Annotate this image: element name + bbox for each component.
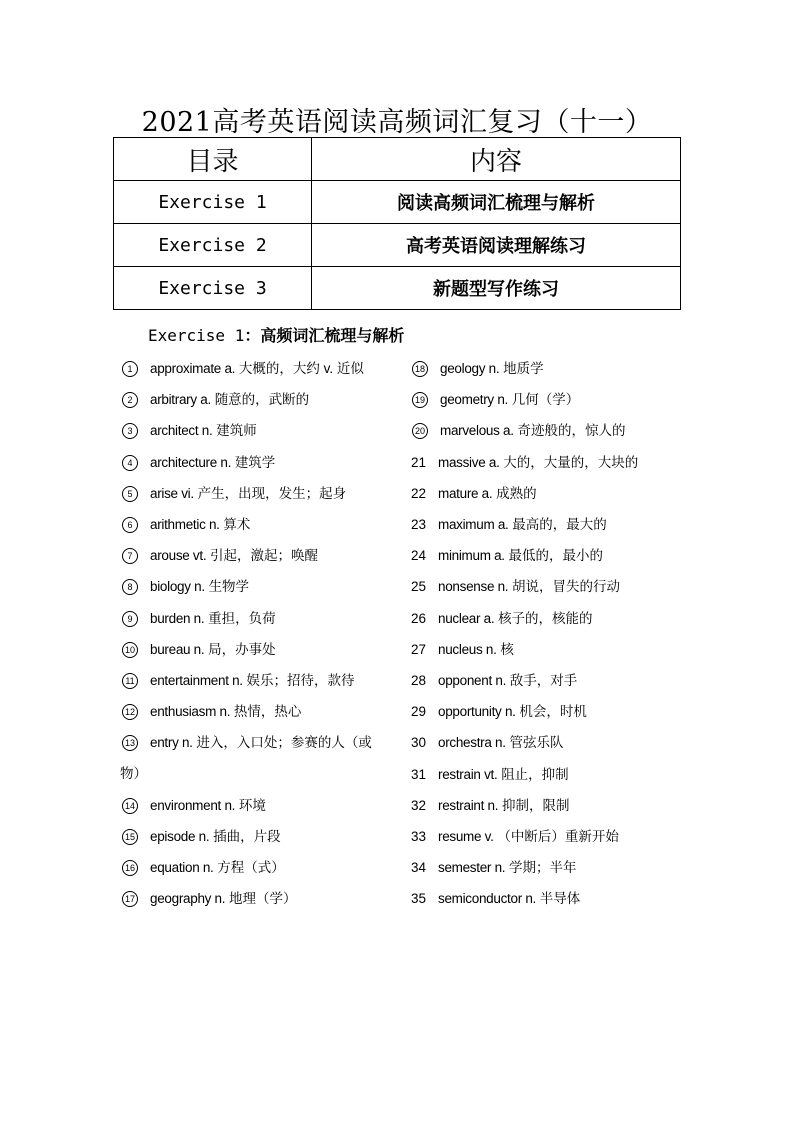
section-heading (148, 323, 404, 346)
item-definition: 大的，大量的，大块的 (503, 454, 639, 470)
vocab-item (411, 451, 638, 471)
vocab-item (121, 731, 372, 751)
item-number: 32 (411, 797, 427, 813)
item-word: environment n. (150, 797, 236, 813)
vocab-item (121, 825, 281, 845)
item-word: burden n. (150, 610, 205, 626)
table-row (114, 181, 681, 224)
item-definition: 引起，激起；唤醒 (210, 548, 319, 564)
item-number: 9 (122, 611, 138, 627)
item-number: 23 (411, 517, 427, 532)
item-definition: 建筑学 (234, 454, 276, 470)
vocab-item (411, 763, 569, 783)
vocab-item (411, 607, 593, 627)
vocab-item (411, 700, 587, 720)
item-number: 22 (411, 485, 427, 501)
item-definition: 核子的，核能的 (498, 610, 593, 626)
item-word: semiconductor n. (438, 891, 536, 907)
item-word: architect n. (150, 423, 213, 439)
item-word: arbitrary a. (150, 392, 211, 408)
item-definition: 方程（式） (217, 860, 285, 876)
vocab-item (121, 482, 346, 502)
vocab-item (121, 607, 276, 627)
item-number: 27 (411, 641, 427, 657)
vocab-item (121, 513, 250, 533)
vocab-item (411, 575, 620, 595)
item-word: minimum a. (438, 548, 505, 564)
item-word: resume v. (438, 829, 494, 844)
item-number: 20 (412, 423, 428, 439)
vocab-item (411, 482, 537, 502)
item-number: 12 (122, 704, 138, 720)
item-definition: 半导体 (539, 891, 581, 907)
item-number: 24 (411, 548, 427, 564)
table-row (114, 224, 681, 267)
item-word: semester n. (438, 860, 506, 876)
item-definition: 地质学 (503, 361, 544, 376)
item-number: 21 (411, 454, 427, 470)
item-number: 18 (412, 361, 428, 377)
item-definition: 产生，出现，发生；起身 (197, 485, 347, 501)
item-definition: 几何（学） (511, 392, 580, 408)
item-word: entry n. (150, 735, 193, 751)
item-word: orchestra n. (438, 735, 506, 751)
item-word: geology n. (440, 361, 500, 376)
vocab-item (411, 638, 514, 658)
item-definition: 热情，热心 (233, 704, 302, 720)
item-word: opportunity n. (438, 704, 516, 720)
item-number: 35 (411, 891, 427, 907)
item-number: 5 (122, 486, 138, 502)
item-definition: 阻止，抑制 (501, 766, 569, 782)
item-definition: 地理（学） (228, 891, 297, 907)
vocab-item (121, 388, 309, 408)
vocab-item (411, 887, 580, 907)
item-definition: 重担，负荷 (208, 610, 276, 626)
item-number: 25 (411, 579, 427, 595)
item-definition: 局，办事处 (208, 641, 276, 657)
item-definition: 管弦乐队 (509, 735, 564, 751)
item-definition: 机会，时机 (519, 704, 587, 720)
item-word: nonsense n. (438, 579, 509, 595)
item-definition: 最低的，最小的 (508, 548, 604, 564)
item-word: nucleus n. (438, 641, 497, 657)
vocab-item (121, 794, 266, 814)
item-definition: 建筑师 (216, 423, 257, 439)
vocab-item (411, 731, 563, 751)
item-word: restrain vt. (438, 766, 498, 782)
item-number: 7 (122, 548, 138, 564)
item-word: geography n. (150, 891, 226, 907)
item-definition: 最高的，最大的 (512, 517, 607, 532)
item-word: massive a. (438, 454, 500, 470)
vocab-item (121, 544, 318, 564)
item-number: 11 (122, 673, 138, 689)
item-definition: 成熟的 (496, 485, 537, 501)
vocab-item (121, 638, 276, 658)
exercise-cell: Exercise 1 (114, 181, 312, 224)
vocab-item (121, 700, 301, 720)
item-definition: 抑制，限制 (501, 797, 570, 813)
vocab-item (121, 887, 296, 907)
item-number: 17 (122, 891, 138, 907)
item-definition: 生物学 (208, 579, 250, 595)
vocab-item (411, 419, 625, 439)
item-number: 34 (411, 860, 427, 876)
item-word: arouse vt. (150, 548, 207, 564)
item-number: 30 (411, 735, 427, 751)
item-definition: 核 (500, 641, 514, 657)
section-separator: ： (244, 326, 261, 345)
item-definition: 环境 (238, 797, 266, 813)
item-word: mature a. (438, 485, 493, 501)
item-definition: 娱乐；招待，款待 (246, 673, 355, 688)
vocab-item (411, 825, 619, 845)
contents-table-header (114, 138, 681, 181)
item-word: geometry n. (440, 392, 508, 408)
vocab-item (121, 357, 364, 377)
vocab-item (411, 513, 607, 533)
vocab-item (121, 419, 257, 439)
item-number: 33 (411, 829, 427, 844)
item-word: bureau n. (150, 641, 205, 657)
item-number: 2 (122, 392, 138, 408)
content-cell: 阅读高频词汇梳理与解析 (312, 181, 681, 224)
exercise-cell: Exercise 3 (114, 267, 312, 310)
item-word: episode n. (150, 829, 210, 844)
item-word: architecture n. (150, 454, 232, 470)
item-word: enthusiasm n. (150, 704, 231, 720)
item-number: 15 (122, 829, 138, 845)
item-word: maximum a. (438, 517, 509, 532)
item-word: equation n. (150, 860, 214, 876)
vocab-item (121, 856, 285, 876)
exercise-cell: Exercise 2 (114, 224, 312, 267)
item-number: 10 (122, 642, 138, 658)
item-word: opponent n. (438, 673, 507, 688)
item-number: 8 (122, 579, 138, 595)
item-number: 31 (411, 766, 427, 782)
page-title: 2021高考英语阅读高频词汇复习（十一） (141, 107, 653, 138)
vocab-item (121, 451, 275, 471)
item-word: arithmetic n. (150, 517, 220, 532)
vocab-item (411, 669, 577, 689)
table-row (114, 267, 681, 310)
section-exercise: Exercise 1 (148, 326, 245, 345)
item-word: biology n. (150, 579, 205, 595)
item-definition: 奇迹般的，惊人的 (517, 423, 626, 439)
content-cell: 高考英语阅读理解练习 (312, 224, 681, 267)
section-name: 高频词汇梳理与解析 (260, 326, 405, 345)
item-number: 14 (122, 798, 138, 814)
item-number: 13 (122, 735, 138, 751)
item-definition: 算术 (223, 517, 251, 532)
item-definition: 随意的，武断的 (214, 392, 310, 408)
header-content: 内容 (312, 138, 681, 181)
vocab-item (411, 856, 577, 876)
item-word: entertainment n. (150, 673, 243, 688)
item-number: 4 (122, 455, 138, 471)
item-definition: （中断后）重新开始 (497, 829, 619, 844)
vocab-item (121, 669, 355, 689)
item-definition: 胡说，冒失的行动 (512, 579, 621, 595)
item-number: 19 (412, 392, 428, 408)
header-catalog: 目录 (114, 138, 312, 181)
item-definition: 敌手，对手 (509, 673, 578, 688)
item-word: restraint n. (438, 797, 499, 813)
item-definition: 学期；半年 (509, 860, 577, 876)
vocab-item (411, 357, 544, 377)
item-word: approximate a. (150, 361, 236, 376)
item-definition: 插曲，片段 (213, 829, 281, 844)
item-word: marvelous a. (440, 423, 514, 439)
entry-continuation: 物） (120, 766, 147, 781)
item-number: 16 (122, 860, 138, 876)
content-cell: 新题型写作练习 (312, 267, 681, 310)
item-number: 3 (122, 423, 138, 439)
item-number: 26 (411, 610, 427, 626)
vocab-item (121, 575, 249, 595)
item-number: 28 (411, 673, 427, 688)
item-definition: 大概的，大约 v. 近似 (238, 361, 364, 376)
item-number: 6 (122, 517, 138, 533)
item-word: nuclear a. (438, 610, 495, 626)
item-definition: 进入，入口处；参赛的人（或 (196, 735, 372, 751)
vocab-item (411, 544, 603, 564)
item-number: 29 (411, 704, 427, 720)
contents-table (113, 137, 681, 310)
item-word: arise vi. (150, 485, 194, 501)
vocab-item (411, 794, 569, 814)
item-number: 1 (122, 361, 138, 377)
vocab-item (411, 388, 579, 408)
